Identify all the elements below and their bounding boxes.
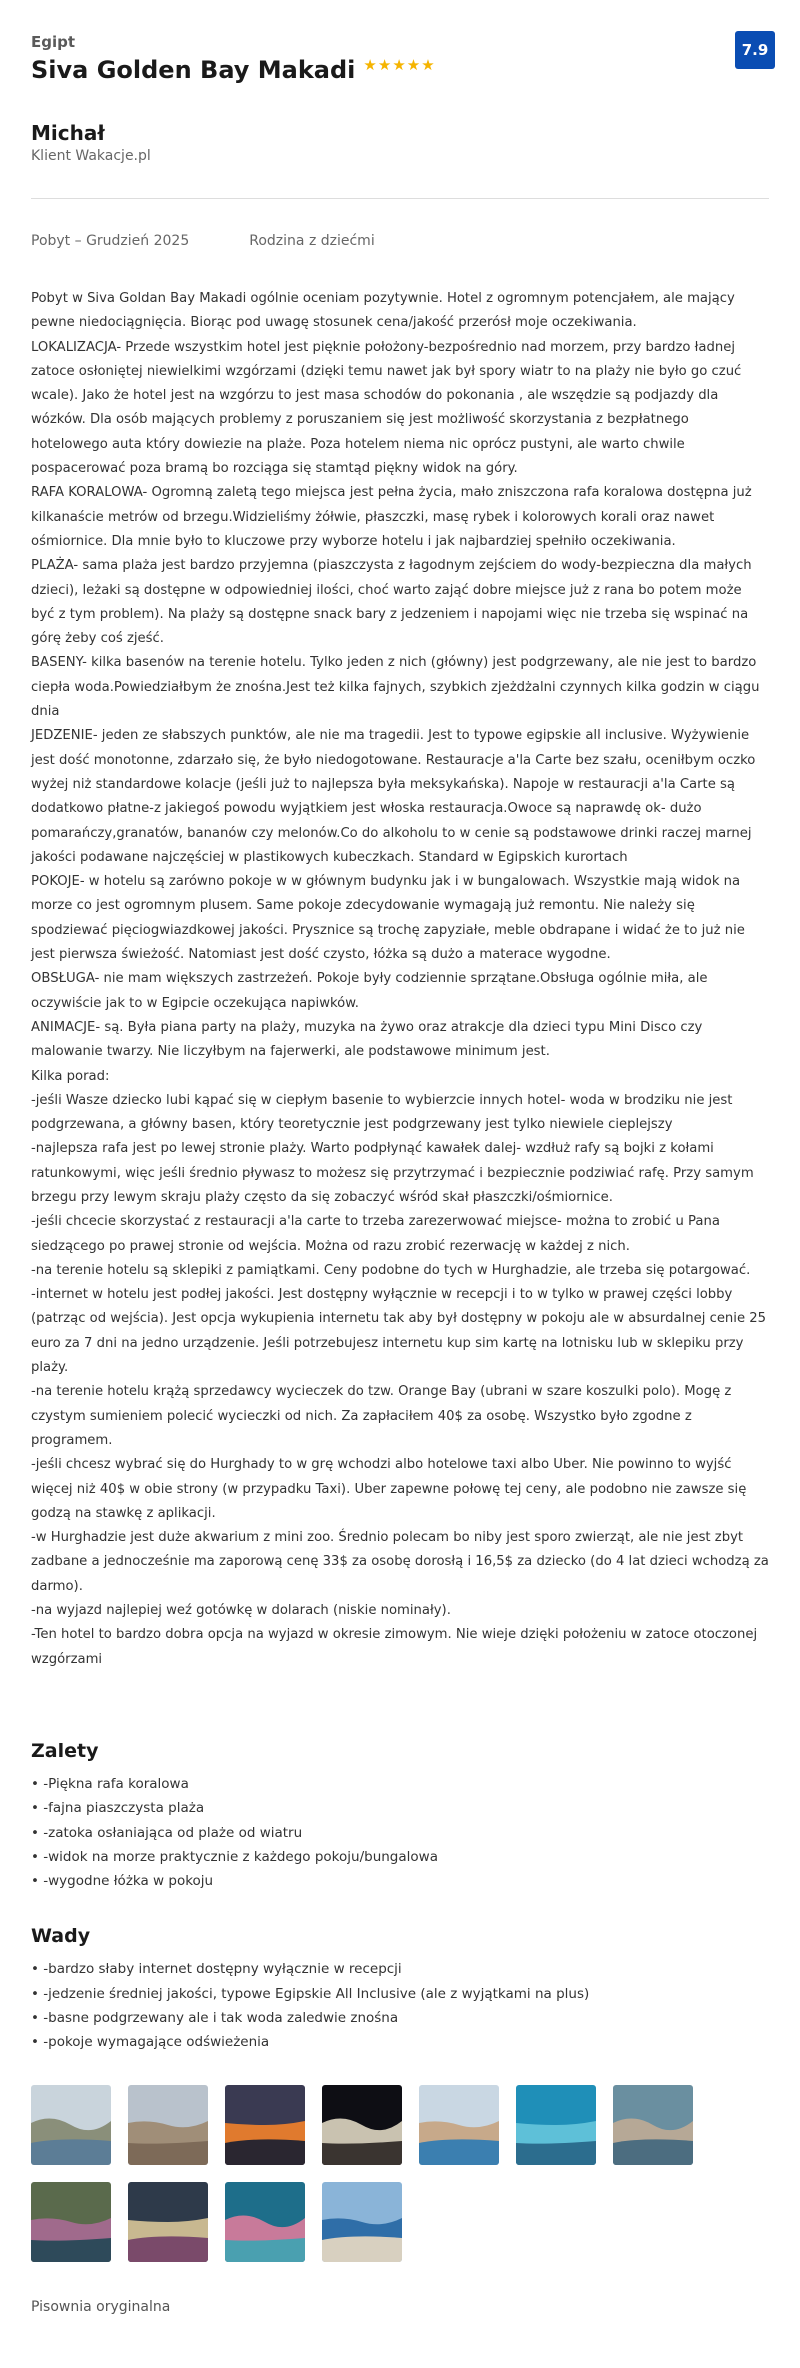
review-paragraph: PLAŻA- sama plaża jest bardzo przyjemna (piaszczysta z łagodnym zejściem do wody-bezpieczna dla małych dzieci), leżaki są dostępne w odpowiedniej ilości, choć warto zająć dobre miejsce już z rana bo potem może być z tym problem). Na plaży są dostępne snack bary z jedzeniem i napojami więc nie trzeba się wspinać na górę żeby coś zjeść. (31, 558, 752, 647)
review-text (31, 287, 769, 1672)
cons-item: • -pokoje wymagające odświeżenia (31, 2030, 769, 2054)
pros-item: • -fajna piaszczysta plaża (31, 1796, 769, 1820)
review-paragraph: -w Hurghadzie jest duże akwarium z mini zoo. Średnio polecam bo niby jest sporo zwierząt, ale nie jest zbyt zadbane a jednocześnie ma zaporową cenę 33$ za osobę dorosłą i 16,5$ za dziecko (do 4 lat dzieci wchodzą za darmo). (31, 1530, 769, 1594)
photo-coral-reef-2[interactable] (128, 2182, 208, 2262)
score-badge: 7.9 (735, 31, 775, 69)
photo-sea-view[interactable] (322, 2182, 402, 2262)
review-paragraph: RAFA KORALOWA- Ogromną zaletą tego miejsca jest pełna życia, mało zniszczona rafa koralowa dostępna już kilkanaście metrów od brzegu.Widzieliśmy żółwie, płaszczki, masę rybek i kolorowych korali oraz nawet ośmiornice. Dla mnie było to kluczowe przy wyborze hotelu i jak najbardziej spełniło oczekiwania. (31, 485, 752, 549)
photo-night-building[interactable] (322, 2085, 402, 2165)
review-paragraph: -jeśli Wasze dziecko lubi kąpać się w ciepłym basenie to wybierzcie innych hotel- woda w brodziku nie jest podgrzewana, a główny basen, który teoretycznie jest podgrzewany jest tylko niewiele cieplejszy (31, 1092, 733, 1133)
author-name: Michał (31, 121, 105, 145)
photo-coral-reef-3[interactable] (225, 2182, 305, 2262)
author-subtitle: Klient Wakacje.pl (31, 148, 151, 164)
photo-stingray[interactable] (613, 2085, 693, 2165)
hotel-title-row (31, 54, 769, 86)
review-paragraph: -na wyjazd najlepiej weź gotówkę w dolarach (niskie nominały). (31, 1603, 451, 1619)
divider (31, 198, 769, 199)
review-paragraph: Kilka porad: (31, 1068, 110, 1084)
star-rating-icon: ★★★★★ (363, 56, 436, 74)
photo-bay-coast[interactable] (31, 2085, 111, 2165)
review-paragraph: -jeśli chcesz wybrać się do Hurghady to w grę wchodzi albo hotelowe taxi albo Uber. Nie powinno to wyjść więcej niż 40$ w obie strony (w przypadku Taxi). Uber zapewne połowę tej ceny, ale podobno nie zawsze się godzą na stawkę z aplikacji. (31, 1457, 747, 1521)
photo-underwater-fish[interactable] (516, 2085, 596, 2165)
photo-sunset[interactable] (225, 2085, 305, 2165)
review-paragraph: Pobyt w Siva Goldan Bay Makadi ogólnie oceniam pozytywnie. Hotel z ogromnym potencjałem, ale mający pewne niedociągnięcia. Biorąc pod uwagę stosunek cena/jakość przerósł moje oczekiwania. (31, 291, 735, 331)
review-paragraph: -na terenie hotelu krążą sprzedawcy wycieczek do tzw. Orange Bay (ubrani w szare koszulki polo). Mogę z czystym sumieniem polecić wycieczki od nich. Za zapłaciłem 40$ za osobę. Wszystko było zgodne z programem. (31, 1384, 732, 1448)
cons-section (31, 1923, 769, 2054)
review-paragraph: -na terenie hotelu są sklepiki z pamiątkami. Ceny podobne do tych w Hurghadzie, ale trzeba się potargować. (31, 1262, 751, 1278)
review-paragraph: JEDZENIE- jeden ze słabszych punktów, ale nie ma tragedii. Jest to typowe egipskie all inclusive. Wyżywienie jest dość monotonne, zdarzało się, że było niedogotowane. Restauracje a'la Carte bez szału, oceniłbym oczko wyżej niż standardowe kolacje (jeśli już to najlepsza była meksykańska). Napoje w restauracji a'la Carte są dodatkowo płatne-z jakiegoś powodu wyjątkiem jest włoska restauracja.Owoce są naprawdę ok- dużo pomarańczy,granatów, bananów czy melonów.Co do alkoholu to w cenie są podstawowe drinki raczej marnej jakości podawane najczęściej w plastikowych kubeczkach. Standard w Egipskich kurortach (31, 728, 756, 865)
review-paragraph: -najlepsza rafa jest po lewej stronie plaży. Warto podpłynąć kawałek dalej- wzdłuż rafy są bojki z kołami ratunkowymi, więc jeśli średnio pływasz to możesz się przytrzymać i bezpiecznie podziwiać rafę. Przy samym brzegu przy lewym skraju plaży często da się zobaczyć wśród skał płaszczki/ośmiornice. (31, 1141, 754, 1205)
review-paragraph: OBSŁUGA- nie mam większych zastrzeżeń. Pokoje były codziennie sprzątane.Obsługa ogólnie miła, ale oczywiście jak to w Egipcie oczekująca napiwków. (31, 971, 708, 1011)
photo-desert-mountains[interactable] (128, 2085, 208, 2165)
pros-section (31, 1738, 769, 1893)
review-paragraph: LOKALIZACJA- Przede wszystkim hotel jest pięknie położony-bezpośrednio nad morzem, przy bardzo ładnej zatoce osłoniętej niewielkimi wzgórzami (dzięki temu nawet jak był spory wiatr to na plaży nie było go czuć wcale). Jako że hotel jest na wzgórzu to jest masa schodów do pokonania , ale wszędzie są podjazdy dla wózków. Dla osób mających problemy z poruszaniem się jest możliwość skorzystania z bezpłatnego hotelowego auta który dowiezie na plaże. Poza hotelem niema nic oprócz pustyni, ale warto chwile pospacerować poza bramą bo rozciąga się stamtąd piękny widok na góry. (31, 339, 742, 477)
pros-item: • -widok na morze praktycznie z każdego pokoju/bungalowa (31, 1845, 769, 1869)
review-paragraph: ANIMACJE- są. Była piana party na plaży, muzyka na żywo oraz atrakcje dla dzieci typu Mini Disco czy malowanie twarzy. Nie liczyłbym na fajerwerki, ale podstawowe minimum jest. (31, 1019, 703, 1060)
photo-coral-reef-1[interactable] (31, 2182, 111, 2262)
review-paragraph: POKOJE- w hotelu są zarówno pokoje w w głównym budynku jak i w bungalowach. Wszystkie mają widok na morze co jest ogromnym plusem. Same pokoje zdecydowanie wymagają już remontu. Nie należy się spodziewać pięciogwiazdkowej jakości. Prysznice są trochę zapyziałe, meble obdrapane i widać że to już nie jest pierwsza świeżość. Natomiast jest dość czysto, łóżka są dużo a materace wygodne. (31, 874, 745, 963)
review-paragraph: -internet w hotelu jest podłej jakości. Jest dostępny wyłącznie w recepcji i to w tylko w prawej części lobby (patrząc od wejścia). Jest opcja wykupienia internetu tak aby był dostępny w pokoju ale w absurdalnej cenie 25 euro za 7 dni na jedno urządzenie. Jeśli potrzebujesz internetu kup sim kartę na lotnisku lub w sklepiku przy plaży. (31, 1287, 767, 1376)
photo-gallery (31, 2085, 751, 2279)
pros-list (31, 1772, 769, 1893)
cons-item: • -basne podgrzewany ale i tak woda zaledwie znośna (31, 2006, 769, 2030)
review-paragraph: -Ten hotel to bardzo dobra opcja na wyjazd w okresie zimowym. Nie wieje dzięki położeniu w zatoce otoczonej wzgórzami (31, 1627, 758, 1667)
cons-item: • -bardzo słaby internet dostępny wyłącznie w recepcji (31, 1957, 769, 1981)
pros-title: Zalety (31, 1739, 99, 1762)
stay-meta (31, 231, 769, 251)
cons-title: Wady (31, 1925, 91, 1948)
hotel-name[interactable]: Siva Golden Bay Makadi (31, 56, 356, 84)
photo-hotel-buildings[interactable] (419, 2085, 499, 2165)
review-paragraph: BASENY- kilka basenów na terenie hotelu. Tylko jeden z nich (główny) jest podgrzewany, ale nie jest to bardzo ciepła woda.Powiedziałbym że znośna.Jest też kilka fajnych, szybkich zjeżdżalni czynnych kilka godzin w ciągu dnia (31, 655, 760, 720)
pros-item: • -zatoka osłaniająca od plaże od wiatru (31, 1821, 769, 1845)
review-paragraph: -jeśli chcecie skorzystać z restauracji a'la carte to trzeba zarezerwować miejsce- można to zrobić u Pana siedzącego po prawej stronie od wejścia. Można od razu zrobić rezerwację w każdej z nich. (31, 1214, 720, 1254)
travel-type: Rodzina z dziećmi (249, 233, 375, 249)
cons-item: • -jedzenie średniej jakości, typowe Egipskie All Inclusive (ale z wyjątkami na plus) (31, 1982, 769, 2006)
original-spelling-note: Pisownia oryginalna (31, 2298, 171, 2315)
stay-date: Pobyt – Grudzień 2025 (31, 233, 190, 249)
pros-item: • -Piękna rafa koralowa (31, 1772, 769, 1796)
pros-item: • -wygodne łóżka w pokoju (31, 1869, 769, 1893)
cons-list (31, 1957, 769, 2054)
country-label: Egipt (31, 33, 76, 51)
